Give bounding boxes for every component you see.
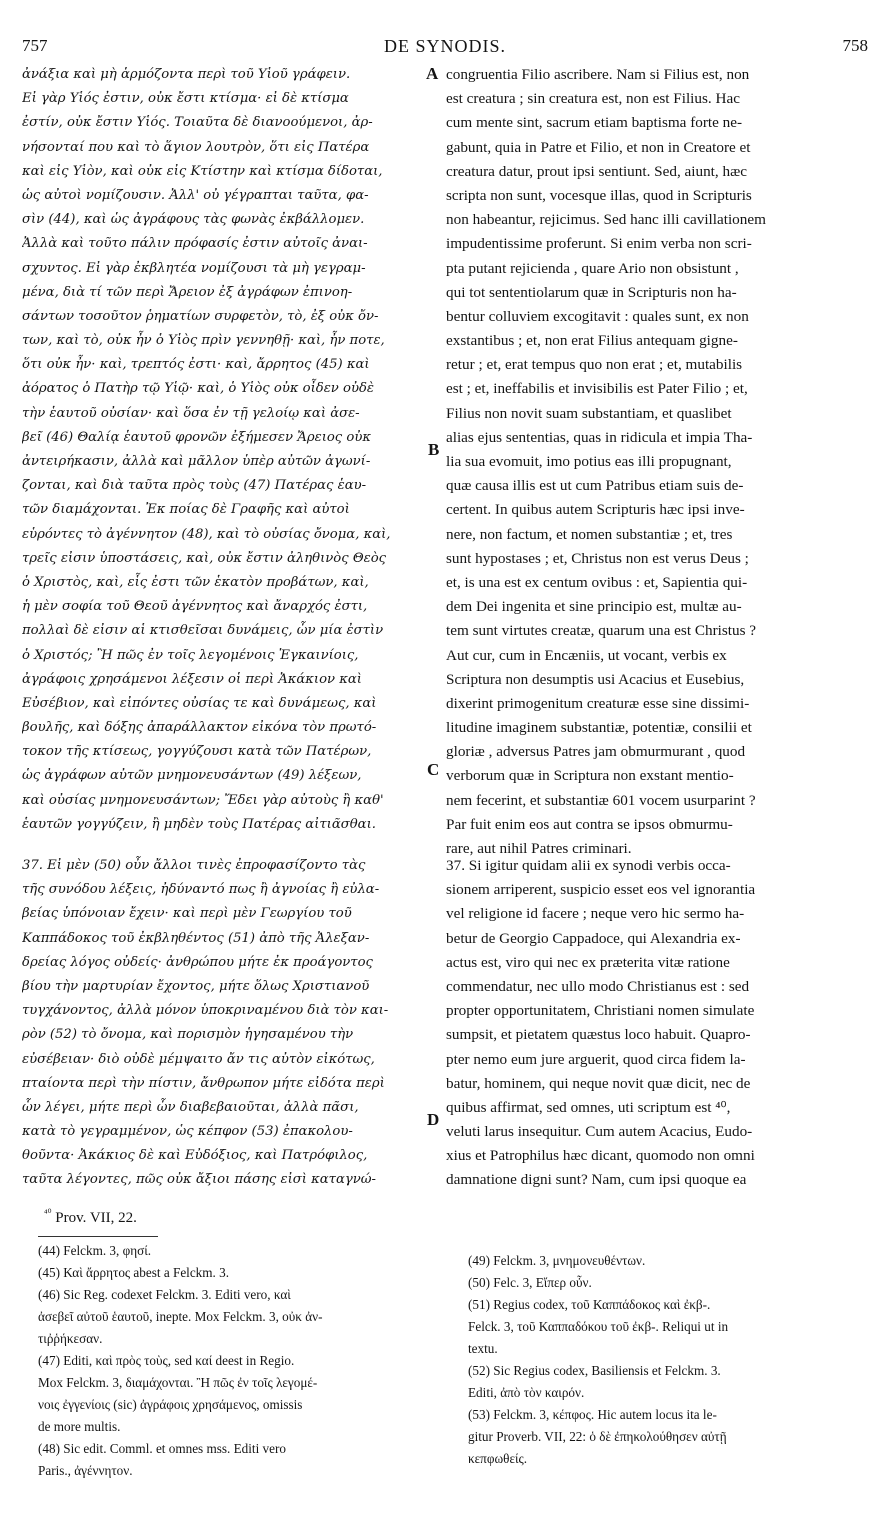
footnote-line: τιῤῥήκεσαν.	[38, 1331, 103, 1346]
margin-letter-b: B	[428, 440, 440, 459]
footnote-line: (44) Felckm. 3, φησί.	[38, 1243, 152, 1258]
latin-text-line: veluti larus insequitur. Cum autem Acacius, Eudo-	[446, 1123, 753, 1141]
greek-text-line: εὑρόντες τὸ ἀγέννητον (48), καὶ τὸ οὐσίας ὄνομα, καὶ,	[22, 526, 391, 542]
latin-text-line: tem sunt virtutes creatæ, quarum una est Christus ?	[446, 622, 757, 640]
latin-text-line: dixerint primogenitum creaturæ esse sine dissimi-	[446, 694, 750, 712]
greek-text-line: Καππάδοκος τοῦ ἐκβληθέντος (51) ἀπὸ τῆς Ἀλεξαν-	[22, 930, 370, 946]
latin-text-line: exstantibus ; et, non erat Filius antequam gigne-	[446, 332, 738, 350]
greek-text-line: κατὰ τὸ γεγραμμένον, ὡς κέπφον (53) ἐπακολου-	[22, 1124, 353, 1140]
greek-text-line: των, καὶ τὸ, οὐκ ἦν ὁ Υἱὸς πρὶν γεννηθῇ· καὶ, ἦν ποτε,	[22, 333, 385, 349]
latin-text-line: xius et Patrophilus hæc dicant, quomodo non omni	[446, 1147, 755, 1165]
footnote-line: textu.	[468, 1341, 498, 1356]
greek-text-line: Εὐσέβιον, καὶ εἰπόντες οὐσίας τε καὶ δυνάμεως, καὶ	[22, 695, 377, 711]
latin-text-line: et, is una est ex centum ovibus : et, Sapientia qui-	[446, 573, 748, 591]
latin-text-line: batur, hominem, qui neque novit quæ dicit, nec de	[446, 1074, 751, 1092]
greek-text-line: Ἀλλὰ καὶ τοῦτο πάλιν πρόφασίς ἐστιν αὐτοῖς ἀναι-	[22, 236, 368, 252]
greek-text-line: βίου τὴν μαρτυρίαν ἔχοντος, μήτε ὅλως Χριστιανοῦ	[22, 978, 370, 994]
greek-text-line: τυγχάνοντος, ἀλλὰ μόνον ὑποκριναμένου διὰ τὸν και-	[22, 1003, 389, 1019]
latin-text-line: sunt hypostases ; et, Christus non est verus Deus ;	[446, 549, 749, 567]
latin-text-line: verborum quæ in Scriptura non exstant mentio-	[446, 767, 734, 785]
greek-text-line: ζονται, καὶ διὰ ταῦτα πρὸς τοὺς (47) Πατέρας ἑαυ-	[22, 478, 367, 494]
greek-text-line: εὐσέβειαν· διὸ οὐδὲ μέμψαιτο ἄν τις αὐτὸν εἰκότως,	[22, 1051, 375, 1067]
latin-text-line: dem Dei ingenita et sine principio est, multæ au-	[446, 598, 742, 616]
greek-text-line: ὡς αὐτοὶ νομίζουσιν. Ἀλλ' οὐ γέγραπται ταῦτα, φα-	[22, 187, 369, 203]
greek-text-line: ὡς ἀγράφων αὐτῶν μνημονευσάντων (49) λέξεων,	[22, 768, 362, 784]
latin-text-line: pta putant rejicienda , quare Ario non obsistunt ,	[446, 259, 739, 277]
footnote-line: νοις ἐγγενίοις (sic) ἀγράφοις χρησάμενος, omissis	[38, 1397, 303, 1412]
greek-text-line: σάντων τοσοῦτον ῥηματίων συρφετὸν, τὸ, ἐξ οὐκ ὄν-	[22, 308, 379, 324]
greek-text-line: ἑαυτῶν γογγύζειν, ἢ μηδὲν τοὺς Πατέρας αἰτιᾶσθαι.	[22, 816, 376, 832]
greek-text-line: τρεῖς εἰσιν ὑποστάσεις, καὶ, οὐκ ἔστιν ἀληθινὸς Θεὸς	[22, 550, 387, 566]
greek-text-line: σχυντος. Εἰ γὰρ ἐκβλητέα νομίζουσι τὰ μὴ γεγραμ-	[22, 260, 366, 276]
latin-text-line: impudentissime proferunt. Si enim verba non scri-	[446, 235, 752, 253]
greek-column-section-1	[22, 63, 422, 837]
latin-text-line: Filius non novit suam substantiam, et quaslibet	[446, 404, 732, 422]
greek-text-line: βουλῆς, καὶ δόξης ἀπαράλλακτον εἰκόνα τὸν πρωτό-	[22, 720, 377, 736]
greek-text-line: τοκον τῆς κτίσεως, γογγύζουσι κατὰ τῶν Πατέρων,	[22, 744, 372, 760]
footnote-line: Mox Felckm. 3, διαμάχονται. Ἢ πῶς ἐν τοῖς λεγομέ-	[38, 1375, 318, 1390]
footnote-line: (46) Sic Reg. codexet Felckm. 3. Editi vero, καὶ	[38, 1287, 291, 1302]
scripture-reference-note	[44, 1208, 137, 1227]
greek-text-line: ἀντειρήκασιν, ἀλλὰ καὶ μᾶλλον ὑπὲρ αὐτῶν ἀγωνί-	[22, 454, 371, 469]
greek-text-line: ἀόρατος ὁ Πατὴρ τῷ Υἱῷ· καὶ, ὁ Υἱὸς οὐκ οἶδεν οὐδὲ	[22, 381, 374, 397]
latin-text-line: alias ejus sententias, quas in ridicula et impia Tha-	[446, 428, 753, 446]
latin-text-line: lia sua evomuit, imo potius eas illi propugnant,	[446, 453, 732, 470]
latin-text-line: quibus affirmat, sed omnes, uti scriptum est ⁴⁰,	[446, 1098, 731, 1116]
latin-text-line: litudine imaginem substantiæ, potentiæ, consilii et	[446, 719, 752, 737]
footnotes-right-column	[468, 1250, 868, 1470]
latin-text-line: sumpsit, et pietatem quæstus loco habuit. Quapro-	[446, 1026, 751, 1044]
greek-text-line: Εἰ γὰρ Υἱός ἐστιν, οὐκ ἔστι κτίσμα· εἰ δὲ κτίσμα	[22, 91, 349, 107]
greek-text-line: καὶ οὐσίας μνημονευσάντων; Ἔδει γὰρ αὐτοὺς ἢ καθ'	[22, 792, 384, 808]
latin-text-line: nem fecerint, et substantiæ 601 vocem usurparint ?	[446, 791, 756, 809]
footnote-line: Paris., ἀγέννητον.	[38, 1463, 133, 1478]
greek-text-line: ὧν λέγει, μήτε περὶ ὧν διαβεβαιοῦται, ἀλλὰ πᾶσι,	[22, 1099, 359, 1115]
greek-text-line: δρείας λόγος οὐδείς· ἀνθρώπου μήτε ἐκ προάγοντος	[22, 954, 373, 970]
greek-text-line: τῆς συνόδου λέξεις, ἠδύναντό πως ἢ ἀγνοίας ἢ εὐλα-	[22, 882, 380, 898]
latin-text-line: rare, aut nihil Patres criminari.	[446, 840, 632, 857]
latin-text-line: Par fuit enim eos aut contra se ipsos obmurmu-	[446, 815, 733, 833]
latin-text-line: propter opportunitatem, Christiani nomen simulate	[446, 1002, 755, 1020]
latin-text-line: commendatur, nec ullo modo Christianus est : sed	[446, 977, 750, 995]
footnote-line: (50) Felc. 3, Εἴπερ οὖν.	[468, 1275, 592, 1290]
page-number-left: 757	[22, 36, 48, 55]
footnote-line: (49) Felckm. 3, μνημονευθέντων.	[468, 1253, 646, 1268]
latin-text-line: Scriptura non desumptis usi Acacius et Eusebius,	[446, 670, 745, 688]
page-number-right: 758	[842, 36, 868, 55]
latin-text-line: nere, non factum, et nomen substantiæ ; et, tres	[446, 525, 733, 543]
greek-text-line: ρὸν (52) τὸ ὄνομα, καὶ πορισμὸν ἡγησαμένου τὴν	[22, 1027, 354, 1043]
footnote-divider	[38, 1236, 158, 1237]
greek-text-line: ἡ μὲν σοφία τοῦ Θεοῦ ἀγέννητος καὶ ἄναρχός ἐστι,	[22, 599, 368, 615]
greek-text-line: 37. Εἰ μὲν (50) οὖν ἄλλοι τινὲς ἐπροφασίζοντο τὰς	[22, 858, 366, 873]
greek-text-line: τῶν διαμάχονται. Ἐκ ποίας δὲ Γραφῆς καὶ αὐτοὶ	[22, 502, 350, 518]
latin-text-line: actus est, viro qui nec ex præterita vitæ ratione	[446, 953, 730, 971]
scripture-note-marker: ⁴⁰	[44, 1208, 52, 1219]
greek-text-line: ἐστίν, οὐκ ἔστιν Υἱός. Τοιαῦτα δὲ διανοούμενοι, ἀρ-	[22, 115, 373, 131]
latin-text-line: qui tot sententiolarum quæ in Scripturis non ha-	[446, 283, 737, 301]
footnote-line: (48) Sic edit. Comml. et omnes mss. Editi vero	[38, 1441, 286, 1456]
margin-letter-d: D	[427, 1110, 440, 1129]
greek-text-line: ὁ Χριστός; Ἢ πῶς ἐν τοῖς λεγομένοις Ἐγκαινίοις,	[22, 647, 359, 663]
latin-text-line: retur ; et, erat tempus quo non erat ; et, mutabilis	[446, 356, 743, 374]
latin-text-line: quæ causa illis est ut cum Patribus etiam suis de-	[446, 477, 744, 495]
footnote-line: Felck. 3, τοῦ Καππαδόκου τοῦ ἐκβ-. Reliqui ut in	[468, 1319, 729, 1334]
greek-text-line: καὶ εἰς Υἱὸν, καὶ οὐκ εἰς Κτίστην καὶ κτίσμα δίδοται,	[22, 163, 383, 179]
greek-column-section-37	[22, 854, 422, 1193]
latin-text-line: scripta non sunt, vocesque illas, quod in Scripturis	[446, 186, 752, 204]
greek-text-line: ὁ Χριστὸς, καὶ, εἷς ἐστι τῶν ἑκατὸν προβάτων, καὶ,	[22, 574, 369, 590]
greek-text-line: πολλαὶ δὲ εἰσιν αἱ κτισθεῖσαι δυνάμεις, ὧν μία ἐστὶν	[22, 623, 384, 639]
footnote-line: de more multis.	[38, 1419, 121, 1434]
footnote-line: ἀσεβεῖ αὐτοῦ ἑαυτοῦ, inepte. Mox Felckm. 3, οὐκ ἀν-	[38, 1309, 323, 1324]
latin-text-line: 37. Si igitur quidam alii ex synodi verbis occa-	[446, 857, 731, 874]
greek-text-line: ἀγράφοις χρησάμενοι λέξεσιν οἱ περὶ Ἀκάκιον καὶ	[22, 671, 362, 687]
greek-text-line: βείας ὑπόνοιαν ἔχειν· καὶ περὶ μὲν Γεωργίου τοῦ	[22, 906, 352, 922]
latin-column-section-1	[446, 63, 858, 861]
latin-text-line: congruentia Filio ascribere. Nam si Filius est, non	[446, 66, 750, 83]
latin-text-line: gloriæ , adversus Patres jam obmurmurant , quod	[446, 743, 746, 761]
footnote-line: κεπφωθείς.	[468, 1451, 528, 1466]
latin-text-line: Aut cur, cum in Encæniis, ut vocant, verbis ex	[446, 646, 727, 664]
greek-text-line: νήσονταί που καὶ τὸ ἅγιον λουτρὸν, ὅτι εἰς Πατέρα	[22, 139, 370, 155]
running-head	[22, 36, 868, 60]
margin-letter-a: A	[426, 64, 439, 83]
latin-text-line: non habeantur, rejicimus. Sed hanc illi cavillationem	[446, 211, 766, 229]
latin-text-line: est creatura ; sin creatura est, non est Filius. Hac	[446, 90, 740, 108]
greek-text-line: τὴν ἑαυτοῦ οὐσίαν· καὶ ὅσα ἐν τῇ γελοίῳ καὶ ἀσε-	[22, 405, 360, 421]
margin-letter-c: C	[427, 760, 440, 779]
greek-text-line: βεῖ (46) Θαλίᾳ ἑαυτοῦ φρονῶν ἐξήμεσεν Ἄρειος οὐκ	[22, 429, 371, 445]
latin-text-line: vel religione id facere ; neque vero hic sermo ha-	[446, 905, 745, 923]
greek-text-line: σὶν (44), καὶ ὡς ἀγράφους τὰς φωνὰς ἐκβάλλομεν.	[22, 212, 365, 228]
latin-text-line: pter nemo eum jure arguerit, quod circa fidem la-	[446, 1050, 746, 1068]
greek-text-line: θοῦντα· Ἀκάκιος δὲ καὶ Εὐδόξιος, καὶ Πατρόφιλος,	[22, 1148, 368, 1164]
latin-column-section-37	[446, 854, 858, 1193]
latin-text-line: gabunt, quia in Patre et Filio, et non in Creatore et	[446, 138, 751, 156]
page-title: DE SYNODIS.	[383, 36, 506, 56]
footnote-line: Editi, ἀπὸ τὸν καιρόν.	[468, 1385, 585, 1400]
footnotes-left-column	[38, 1240, 448, 1482]
scripture-note-text: Prov. VII, 22.	[55, 1210, 137, 1226]
footnote-line: (45) Καὶ ἄρρητος abest a Felckm. 3.	[38, 1265, 230, 1280]
greek-text-line: ταῦτα λέγοντες, πῶς οὐκ ἄξιοι πάσης εἰσὶ καταγνώ-	[22, 1172, 376, 1188]
latin-text-line: est ; et, ineffabilis et invisibilis est Pater Filio ; et,	[446, 380, 748, 398]
footnote-line: (47) Editi, καὶ πρὸς τοὺς, sed καί deest in Regio.	[38, 1353, 295, 1368]
latin-text-line: certent. In quibus autem Scripturis hæc ipsi inve-	[446, 501, 745, 519]
latin-text-line: creatura datur, prout ipsi sentiunt. Sed, aiunt, hæc	[446, 162, 747, 180]
footnote-line: gitur Proverb. VII, 22: ὁ δὲ ἐπηκολούθησεν αὐτῇ	[468, 1429, 727, 1444]
latin-text-line: cum mente sint, sacrum etiam baptisma forte ne-	[446, 114, 743, 132]
footnote-line: (53) Felckm. 3, κέπφος. Hic autem locus ita le-	[468, 1407, 717, 1422]
latin-text-line: bentur colluviem excogitavit : quales sunt, ex non	[446, 307, 749, 325]
greek-text-line: ἀνάξια καὶ μὴ ἁρμόζοντα περὶ τοῦ Υἱοῦ γράφειν.	[22, 67, 351, 82]
footnote-line: (51) Regius codex, τοῦ Καππάδοκος καὶ ἐκβ-.	[468, 1297, 711, 1312]
latin-text-line: damnatione digni sunt? Nam, cum ipsi quoque ea	[446, 1171, 747, 1189]
footnote-line: (52) Sic Regius codex, Basiliensis et Felckm. 3.	[468, 1363, 721, 1378]
greek-text-line: μένα, διὰ τί τῶν περὶ Ἄρειον ἐξ ἀγράφων ἐπινοη-	[22, 284, 353, 300]
latin-text-line: sionem arriperent, suspicio esset eos vel ignorantia	[446, 881, 756, 899]
greek-text-line: ὅτι οὐκ ἦν· καὶ, τρεπτός ἐστι· καὶ, ἄρρητος (45) καὶ	[22, 357, 370, 373]
greek-text-line: πταίοντα περὶ τὴν πίστιν, ἄνθρωπον μήτε εἰδότα περὶ	[22, 1075, 385, 1091]
latin-text-line: betur de Georgio Cappadoce, qui Alexandria ex-	[446, 929, 741, 947]
